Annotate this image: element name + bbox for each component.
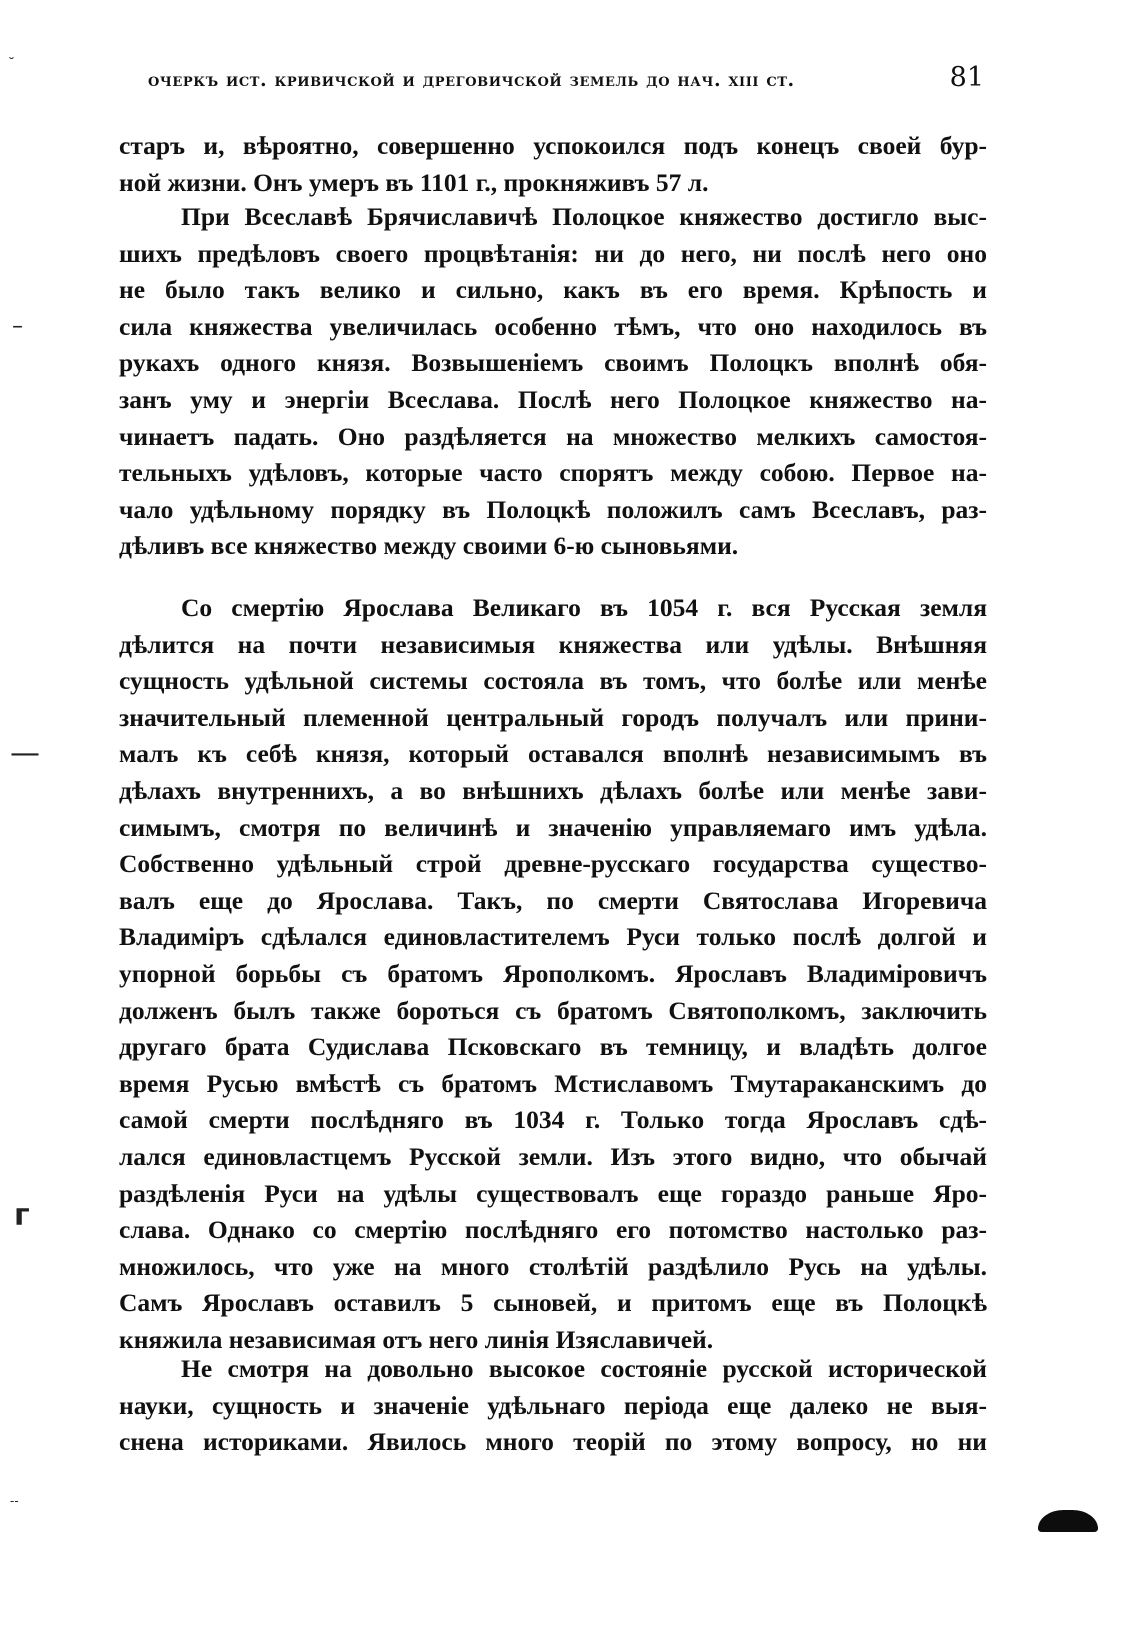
margin-mark: г bbox=[14, 1198, 30, 1233]
text-line: время Русью вмѣстѣ съ братомъ Мстиславомъ Тмутараканскимъ до bbox=[119, 1068, 987, 1098]
paragraph-4 bbox=[119, 1351, 987, 1461]
text-line: занъ уму и энергіи Всеслава. Послѣ него Полоцкое княжество на- bbox=[119, 384, 987, 414]
margin-mark: -- bbox=[10, 1494, 19, 1508]
text-line: валъ еще до Ярослава. Такъ, по смерти Святослава Игоревича bbox=[119, 885, 987, 915]
running-header bbox=[148, 62, 984, 102]
text-line: раздѣленія Руси на удѣлы существовалъ еще гораздо раньше Яро- bbox=[119, 1178, 987, 1208]
text-line: слава. Однако со смертію послѣдняго его потомство настолько раз- bbox=[119, 1215, 987, 1245]
text-line: дѣлахъ внутреннихъ, а во внѣшнихъ дѣлахъ болѣе или менѣе зави- bbox=[119, 775, 987, 805]
text-line: Владиміръ сдѣлался единовластителемъ Руси только послѣ долгой и bbox=[119, 922, 987, 952]
text-line: тельныхъ удѣловъ, которые часто спорятъ между собою. Первое на- bbox=[119, 458, 987, 488]
text-line: Со смертію Ярослава Великаго въ 1054 г. вся Русская земля bbox=[181, 593, 987, 622]
text-line: сила княжества увеличилась особенно тѣмъ, что оно находилось въ bbox=[119, 311, 987, 341]
text-line: шихъ предѣловъ своего процвѣтанія: ни до него, ни послѣ него оно bbox=[119, 238, 987, 268]
running-title: очеркъ ист. кривичской и дреговичской земель до нач. xiii ст. bbox=[148, 69, 795, 91]
text-line: науки, сущность и значеніе удѣльнаго періода еще далеко не выя- bbox=[119, 1390, 987, 1420]
margin-mark: – bbox=[12, 314, 23, 339]
text-line: чало удѣльному порядку въ Полоцкѣ положилъ самъ Всеславъ, раз- bbox=[119, 494, 987, 524]
paragraph-3 bbox=[119, 590, 987, 1358]
text-line: Самъ Ярославъ оставилъ 5 сыновей, и притомъ еще въ Полоцкѣ bbox=[119, 1288, 987, 1318]
text-line: дѣлится на почти независимыя княжества или удѣлы. Внѣшняя bbox=[119, 629, 987, 659]
margin-mark: ˘ bbox=[8, 56, 15, 72]
text-line: старъ и, вѣроятно, совершенно успокоился подъ конецъ своей бур- bbox=[119, 131, 987, 160]
text-line: множилось, что уже на много столѣтій раздѣлило Русь на удѣлы. bbox=[119, 1251, 987, 1281]
ink-blot bbox=[1038, 1510, 1098, 1532]
text-line: чинаетъ падать. Оно раздѣляется на множество мелкихъ самостоя- bbox=[119, 421, 987, 451]
text-line: дѣливъ все княжество между своими 6-ю сыновьями. bbox=[119, 531, 739, 561]
text-line: симымъ, смотря по величинѣ и значенію управляемаго имъ удѣла. bbox=[119, 812, 987, 842]
text-line: долженъ былъ также бороться съ братомъ Святополкомъ, заключить bbox=[119, 995, 987, 1025]
text-line: не было такъ велико и сильно, какъ въ его время. Крѣпость и bbox=[119, 275, 987, 305]
page-number: 81 bbox=[949, 62, 984, 93]
text-line: снена историками. Явилось много теорій по этому вопросу, но ни bbox=[119, 1427, 987, 1457]
text-line: лался единовластцемъ Русской земли. Изъ этого видно, что обычай bbox=[119, 1141, 987, 1171]
text-line: сущность удѣльной системы состояла въ томъ, что болѣе или менѣе bbox=[119, 666, 987, 696]
text-line: Собственно удѣльный строй древне-русскаго государства существо- bbox=[119, 849, 987, 879]
text-line: самой смерти послѣдняго въ 1034 г. Только тогда Ярославъ сдѣ- bbox=[119, 1105, 987, 1135]
text-line: ной жизни. Онъ умеръ въ 1101 г., прокняживъ 57 л. bbox=[119, 167, 709, 197]
text-line: значительный племенной центральный городъ получалъ или прини- bbox=[119, 702, 987, 732]
text-line: княжила независимая отъ него линія Изяславичей. bbox=[119, 1324, 714, 1354]
text-line: рукахъ одного князя. Возвышеніемъ своимъ Полоцкъ вполнѣ обя- bbox=[119, 348, 987, 378]
paragraph-1 bbox=[119, 128, 987, 201]
text-line: другаго брата Судислава Псковскаго въ темницу, и владѣть долгое bbox=[119, 1032, 987, 1062]
text-line: Не смотря на довольно высокое состояніе русской исторической bbox=[181, 1354, 987, 1383]
text-line: упорной борьбы съ братомъ Ярополкомъ. Ярославъ Владиміровичъ bbox=[119, 958, 987, 988]
text-line: При Всеславѣ Брячиславичѣ Полоцкое княжество достигло выс- bbox=[181, 202, 987, 231]
paragraph-2 bbox=[119, 199, 987, 565]
text-line: малъ къ себѣ князя, который оставался вполнѣ независимымъ въ bbox=[119, 739, 987, 769]
margin-mark: — bbox=[10, 736, 40, 771]
